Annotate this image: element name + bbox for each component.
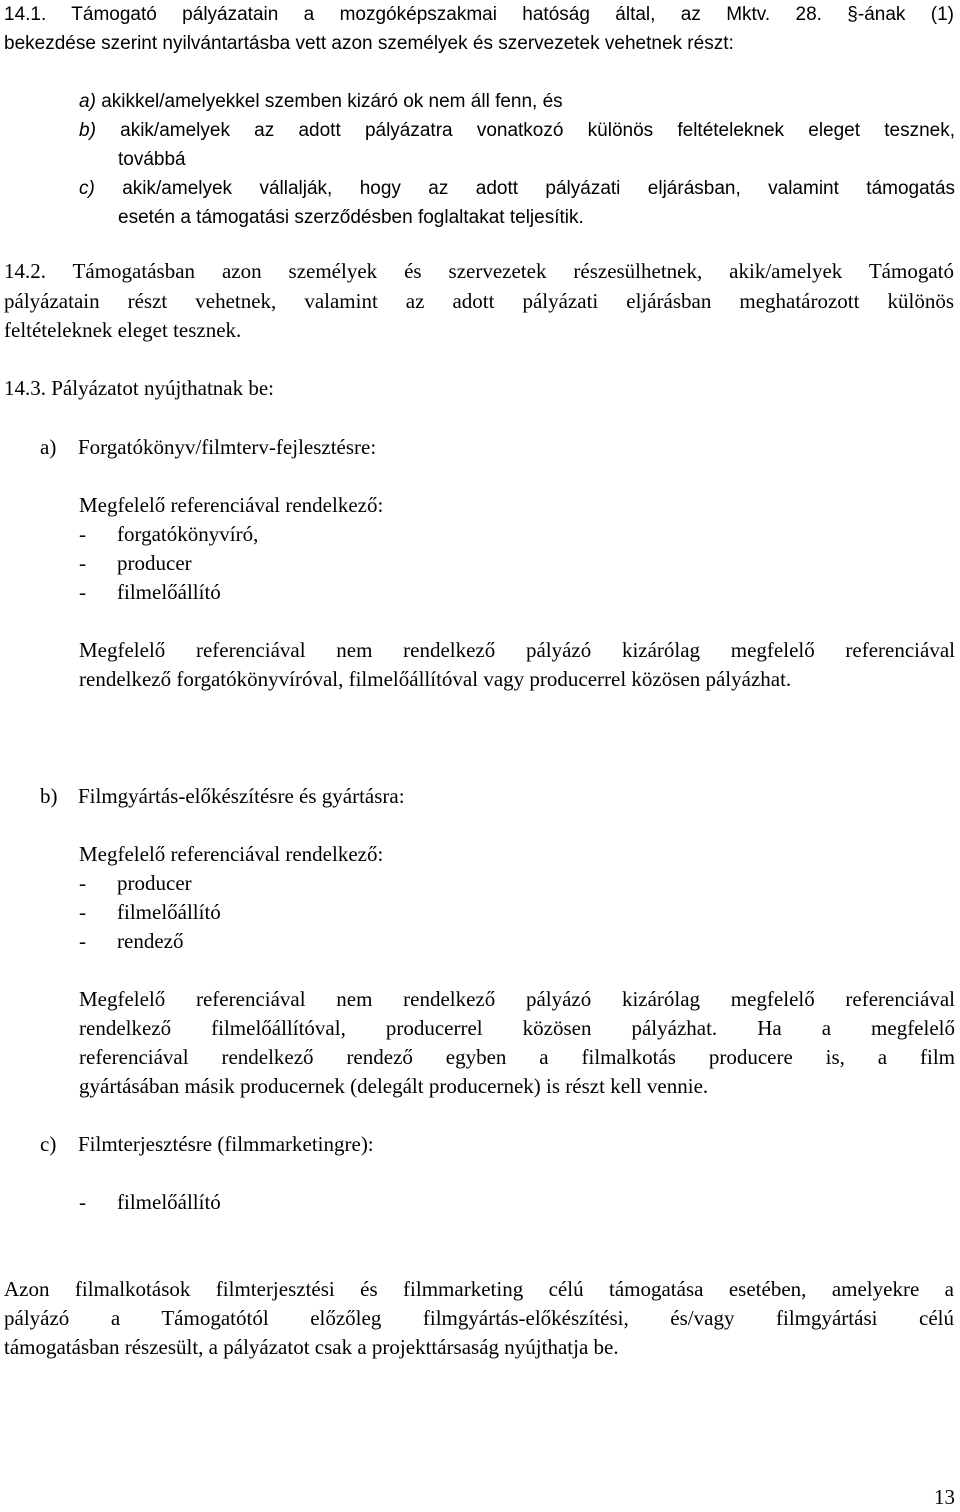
list-item-a [79, 87, 563, 116]
section-heading: 14.3. Pályázatot nyújthatnak be: [4, 376, 275, 400]
list-text: akik/amelyek az adott pályázatra vonatkozó különös feltételeknek eleget tesznek, [120, 120, 956, 141]
reference-heading: Megfelelő referenciával rendelkező: [79, 493, 384, 517]
list-text: forgatókönyvíró, [117, 522, 259, 546]
list-label: c) [79, 178, 95, 199]
list-text: rendező [117, 929, 184, 953]
paragraph-line: bekezdése szerint nyilvántartásba vett azon személyek és szervezetek vehetnek részt: [4, 33, 734, 54]
note-line: gyártásában másik producernek (delegált producernek) is részt kell vennie. [79, 1074, 709, 1098]
dash-bullet: - [79, 900, 86, 924]
page-number: 13 [934, 1485, 955, 1509]
dash-bullet: - [79, 871, 86, 895]
list-text: filmelőállító [117, 580, 221, 604]
list-item [79, 898, 221, 927]
list-text: akikkel/amelyekkel szemben kizáró ok nem áll fenn, és [101, 91, 563, 112]
note-line: rendelkező forgatókönyvíróval, filmelőállítóval vagy producerrel közösen pályázhat. [79, 667, 792, 691]
list-item [79, 927, 183, 956]
subsection-a-title [40, 433, 376, 462]
note-line: Megfelelő referenciával nem rendelkező pályázó kizárólag megfelelő referenciával [79, 638, 955, 662]
list-item [79, 1188, 221, 1217]
list-text-continued: esetén a támogatási szerződésben foglaltakat teljesítik. [118, 207, 584, 228]
note-line: referenciával rendelkező rendező egyben a filmalkotás producere is, a film [79, 1045, 955, 1069]
list-label: a) [79, 91, 96, 112]
list-text: producer [117, 871, 192, 895]
list-label: c) [40, 1132, 57, 1156]
dash-bullet: - [79, 929, 86, 953]
paragraph-line: feltételeknek eleget tesznek. [4, 318, 242, 342]
list-text: filmelőállító [117, 1190, 221, 1214]
list-item [79, 520, 258, 549]
paragraph-line: pályázatain részt vehetnek, valamint az adott pályázati eljárásban meghatározott különös [4, 289, 954, 313]
list-label: b) [40, 784, 58, 808]
list-item-b [79, 116, 955, 145]
paragraph-line: pályázó a Támogatótól előzőleg filmgyártás-előkészítési, és/vagy filmgyártási célú [4, 1306, 954, 1330]
list-item [79, 869, 192, 898]
list-label: b) [79, 120, 96, 141]
paragraph-line: támogatásban részesült, a pályázatot csak a projekttársaság nyújthatja be. [4, 1335, 619, 1359]
subsection-b-title [40, 782, 405, 811]
list-item [79, 578, 221, 607]
subsection-c-title [40, 1130, 374, 1159]
dash-bullet: - [79, 522, 86, 546]
dash-bullet: - [79, 580, 86, 604]
paragraph-line: 14.2. Támogatásban azon személyek és szervezetek részesülhetnek, akik/amelyek Támogató [4, 259, 954, 283]
subsection-title-text: Filmgyártás-előkészítésre és gyártásra: [78, 784, 405, 808]
dash-bullet: - [79, 551, 86, 575]
list-label: a) [40, 435, 57, 459]
note-line: Megfelelő referenciával nem rendelkező pályázó kizárólag megfelelő referenciával [79, 987, 955, 1011]
paragraph-line: Azon filmalkotások filmterjesztési és filmmarketing célú támogatása esetében, amelyekre a [4, 1277, 954, 1301]
dash-bullet: - [79, 1190, 86, 1214]
note-line: rendelkező filmelőállítóval, producerrel közösen pályázhat. Ha a megfelelő [79, 1016, 955, 1040]
list-text: filmelőállító [117, 900, 221, 924]
list-item [79, 549, 192, 578]
reference-heading: Megfelelő referenciával rendelkező: [79, 842, 384, 866]
paragraph-line: 14.1. Támogató pályázatain a mozgóképszakmai hatóság által, az Mktv. 28. §-ának (1) [4, 4, 954, 25]
list-item-c [79, 174, 955, 203]
subsection-title-text: Forgatókönyv/filmterv-fejlesztésre: [78, 435, 377, 459]
list-text-continued: továbbá [118, 149, 186, 170]
subsection-title-text: Filmterjesztésre (filmmarketingre): [78, 1132, 374, 1156]
list-text: producer [117, 551, 192, 575]
list-text: akik/amelyek vállalják, hogy az adott pályázati eljárásban, valamint támogatás [122, 178, 956, 199]
